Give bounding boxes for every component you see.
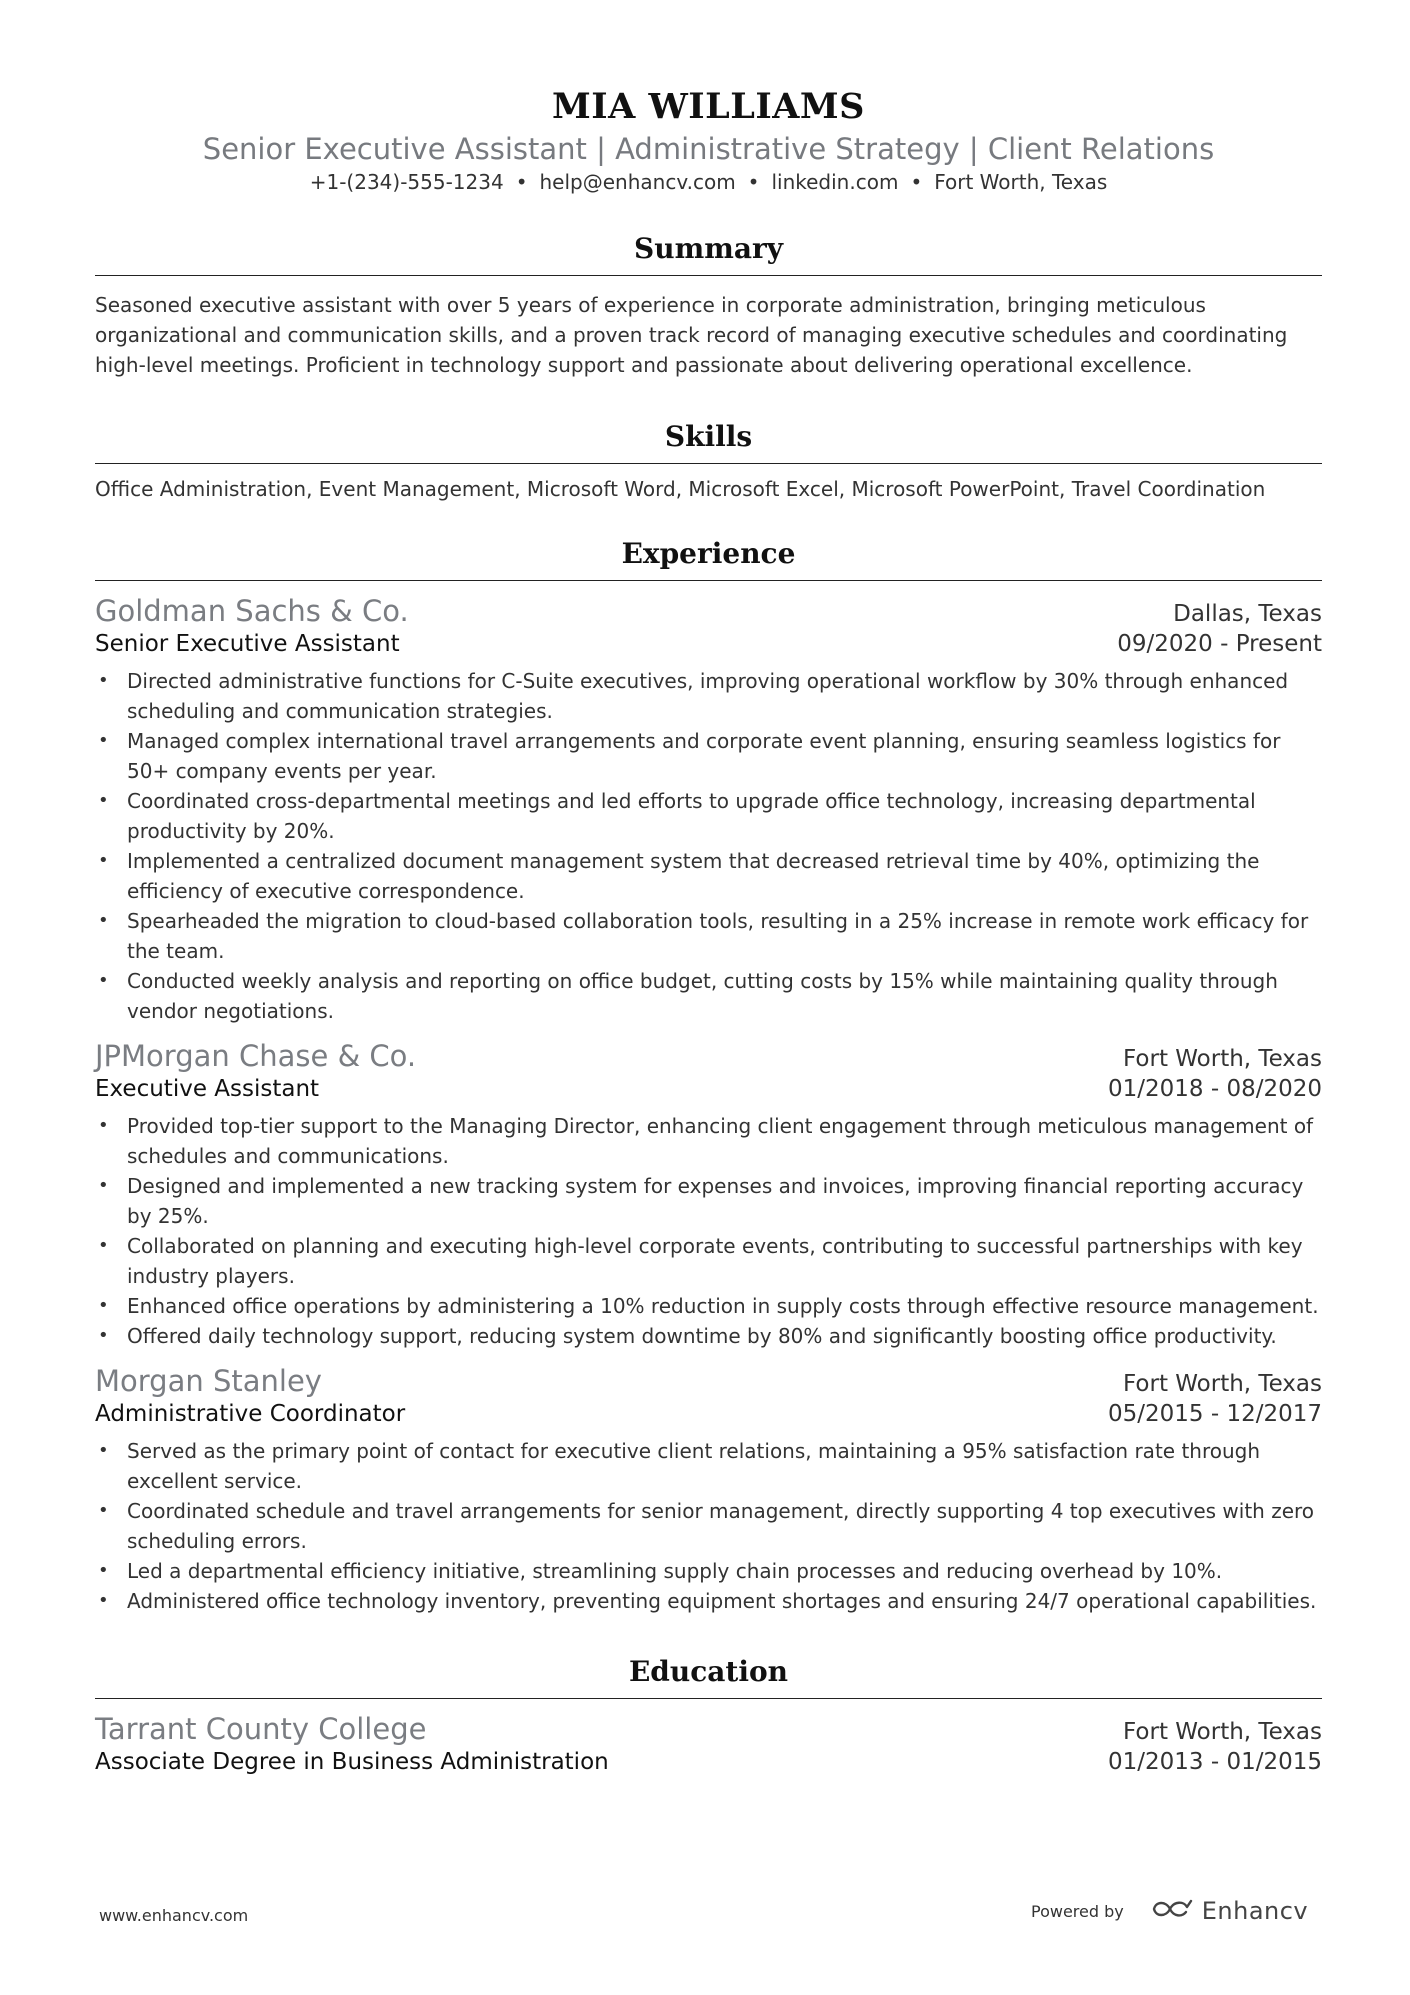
school-name: Tarrant County College (95, 1712, 427, 1746)
bullet-item: • Conducted weekly analysis and reporting on office budget, cutting costs by 15% while maintaining quality through vendor negotiations. (95, 966, 1322, 1026)
school-location: Fort Worth, Texas (1123, 1719, 1322, 1745)
bullet-item: • Collaborated on planning and executing high-level corporate events, contributing to successful partnerships with key industry players. (95, 1231, 1322, 1291)
candidate-name: MIA WILLIAMS (552, 86, 865, 127)
linkedin-link[interactable]: linkedin.com (771, 170, 899, 194)
section-divider (95, 275, 1322, 276)
summary-text: Seasoned executive assistant with over 5 years of experience in corporate administration, bringing meticulous organizational and communication skills, and a proven track record of managing executive schedules and coordinating high-level meetings. Proficient in technology support and passionate about delivering operational excellence. (95, 293, 1288, 377)
bullet-icon: • (98, 1235, 109, 1256)
section-divider (95, 580, 1322, 581)
bullet-item: • Offered daily technology support, reducing system downtime by 80% and significantly boosting office productivity. (95, 1321, 1322, 1351)
company-name: Goldman Sachs & Co. (95, 594, 409, 628)
job-location: Fort Worth, Texas (1123, 1371, 1322, 1397)
section-title: Experience (621, 537, 796, 570)
bullet-icon: • (98, 970, 109, 991)
footer-website-link[interactable]: www.enhancv.com (99, 1906, 249, 1925)
job-entry (95, 1363, 1322, 1616)
section-divider (95, 1698, 1322, 1699)
bullet-item: • Coordinated schedule and travel arrangements for senior management, directly supporting 4 top executives with zero scheduling errors. (95, 1496, 1322, 1556)
bullet-item: • Administered office technology inventory, preventing equipment shortages and ensuring 24/7 operational capabilities. (95, 1586, 1322, 1616)
section-title: Education (628, 1655, 789, 1688)
bullet-item: • Managed complex international travel arrangements and corporate event planning, ensuring seamless logistics for 50+ company events per year. (95, 726, 1322, 786)
bullet-item: • Provided top-tier support to the Managing Director, enhancing client engagement through meticulous management of schedules and communications. (95, 1111, 1322, 1171)
powered-by-label: Powered by (1031, 1901, 1124, 1921)
job-bullets (95, 666, 1322, 1026)
section-title: Skills (664, 420, 753, 453)
bullet-item: • Designed and implemented a new tracking system for expenses and invoices, improving financial reporting accuracy by 25%. (95, 1171, 1322, 1231)
job-bullets (95, 1111, 1322, 1351)
bullet-icon: • (98, 790, 109, 811)
skills-text: Office Administration, Event Management, Microsoft Word, Microsoft Excel, Microsoft PowerPoint, Travel Coordination (95, 477, 1266, 501)
bullet-item: • Enhanced office operations by administering a 10% reduction in supply costs through effective resource management. (95, 1291, 1322, 1321)
experience-section (95, 536, 1322, 1616)
job-title: Administrative Coordinator (95, 1401, 406, 1427)
education-entry (95, 1711, 1322, 1777)
bullet-icon: • (98, 1560, 109, 1581)
bullet-icon: • (98, 1440, 109, 1461)
footer-branding[interactable] (1031, 1897, 1308, 1925)
job-bullets (95, 1436, 1322, 1616)
education-section (95, 1654, 1322, 1777)
job-entry (95, 593, 1322, 1026)
bullet-icon: • (98, 1175, 109, 1196)
bullet-icon: • (98, 730, 109, 751)
job-title: Executive Assistant (95, 1076, 320, 1102)
contact-location: Fort Worth, Texas (934, 170, 1108, 194)
job-location: Dallas, Texas (1173, 601, 1322, 627)
company-name: Morgan Stanley (95, 1364, 322, 1398)
separator-dot: • (747, 170, 760, 194)
headline: Senior Executive Assistant | Administrative Strategy | Client Relations (202, 132, 1215, 166)
summary-section (95, 231, 1322, 380)
section-divider (95, 463, 1322, 464)
job-dates: 05/2015 - 12/2017 (1107, 1401, 1322, 1427)
separator-dot: • (515, 170, 528, 194)
bullet-icon: • (98, 1115, 109, 1136)
section-title: Summary (634, 232, 783, 265)
enhancv-logo-icon (1150, 1897, 1196, 1925)
job-entry (95, 1038, 1322, 1351)
contact-line (95, 169, 1322, 195)
bullet-icon: • (98, 1500, 109, 1521)
bullet-icon: • (98, 670, 109, 691)
brand-name: Enhancv (1201, 1897, 1309, 1925)
bullet-item: • Coordinated cross-departmental meetings and led efforts to upgrade office technology, increasing departmental productivity by 20%. (95, 786, 1322, 846)
bullet-item: • Led a departmental efficiency initiative, streamlining supply chain processes and reducing overhead by 10%. (95, 1556, 1322, 1586)
bullet-item: • Implemented a centralized document management system that decreased retrieval time by 40%, optimizing the efficiency of executive correspondence. (95, 846, 1322, 906)
bullet-item: • Served as the primary point of contact for executive client relations, maintaining a 95% satisfaction rate through excellent service. (95, 1436, 1322, 1496)
bullet-icon: • (98, 1295, 109, 1316)
job-location: Fort Worth, Texas (1123, 1046, 1322, 1072)
separator-dot: • (910, 170, 923, 194)
bullet-icon: • (98, 910, 109, 931)
resume-page (95, 0, 1322, 1777)
job-dates: 01/2018 - 08/2020 (1107, 1076, 1322, 1102)
company-name: JPMorgan Chase & Co. (95, 1039, 417, 1073)
degree: Associate Degree in Business Administration (95, 1749, 609, 1775)
phone: +1-(234)-555-1234 (309, 170, 504, 194)
bullet-icon: • (98, 1325, 109, 1346)
skills-section (95, 419, 1322, 503)
email-link[interactable]: help@enhancv.com (539, 170, 736, 194)
bullet-icon: • (98, 850, 109, 871)
job-dates: 09/2020 - Present (1117, 631, 1322, 657)
bullet-icon: • (98, 1590, 109, 1611)
bullet-item: • Spearheaded the migration to cloud-based collaboration tools, resulting in a 25% increase in remote work efficacy for the team. (95, 906, 1322, 966)
bullet-item: • Directed administrative functions for C-Suite executives, improving operational workflow by 30% through enhanced scheduling and communication strategies. (95, 666, 1322, 726)
job-title: Senior Executive Assistant (95, 631, 400, 657)
education-dates: 01/2013 - 01/2015 (1107, 1749, 1322, 1775)
